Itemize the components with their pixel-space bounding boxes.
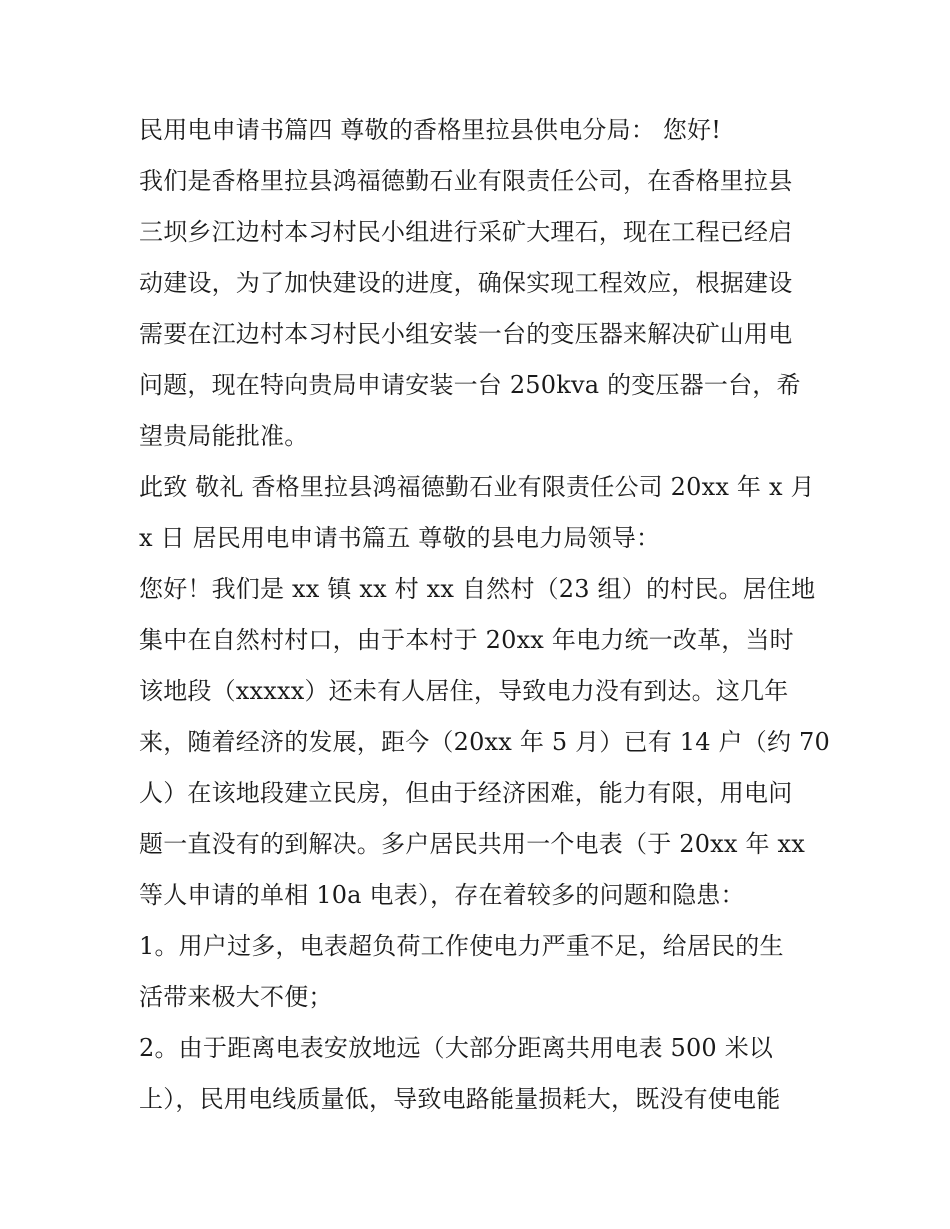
text-line: 动建设，为了加快建设的进度，确保实现工程效应，根据建设 [139, 269, 793, 297]
text-line: 需要在江边村本习村民小组安装一台的变压器来解决矿山用电 [139, 320, 793, 348]
document-body [139, 105, 830, 1125]
text-line: 民用电申请书篇四 尊敬的香格里拉县供电分局： 您好! [139, 116, 722, 144]
text-line: 活带来极大不便； [139, 983, 333, 1011]
text-line: 等人申请的单相 10a 电表），存在着较多的问题和隐患： [139, 881, 745, 909]
text-line: 我们是香格里拉县鸿福德勤石业有限责任公司，在香格里拉县 [139, 167, 793, 195]
text-line: 2。由于距离电表安放地远（大部分距离共用电表 500 米以 [139, 1034, 774, 1062]
text-line: 来，随着经济的发展，距今（20xx 年 5 月）已有 14 户（约 70 [139, 728, 830, 756]
text-line: 人）在该地段建立民房，但由于经济困难，能力有限，用电问 [139, 779, 793, 807]
text-line: 集中在自然村村口，由于本村于 20xx 年电力统一改革，当时 [139, 626, 794, 654]
text-line: 上），民用电线质量低，导致电路能量损耗大，既没有使电能 [139, 1085, 781, 1113]
text-line: 该地段（xxxxx）还未有人居住，导致电力没有到达。这几年 [139, 677, 789, 705]
text-line: 您好！我们是 xx 镇 xx 村 xx 自然村（23 组）的村民。居住地 [139, 575, 816, 603]
text-line: 三坝乡江边村本习村民小组进行采矿大理石，现在工程已经启 [139, 218, 793, 246]
text-line: 问题，现在特向贵局申请安装一台 250kva 的变压器一台，希 [139, 371, 801, 399]
text-line: 望贵局能批准。 [139, 422, 309, 450]
text-line: 题一直没有的到解决。多户居民共用一个电表（于 20xx 年 xx [139, 830, 805, 858]
text-line: 此致 敬礼 香格里拉县鸿福德勤石业有限责任公司 20xx 年 x 月 [139, 473, 815, 501]
text-line: x 日 居民用电申请书篇五 尊敬的县电力局领导： [139, 524, 661, 552]
text-line: 1。用户过多，电表超负荷工作使电力严重不足，给居民的生 [139, 932, 784, 960]
